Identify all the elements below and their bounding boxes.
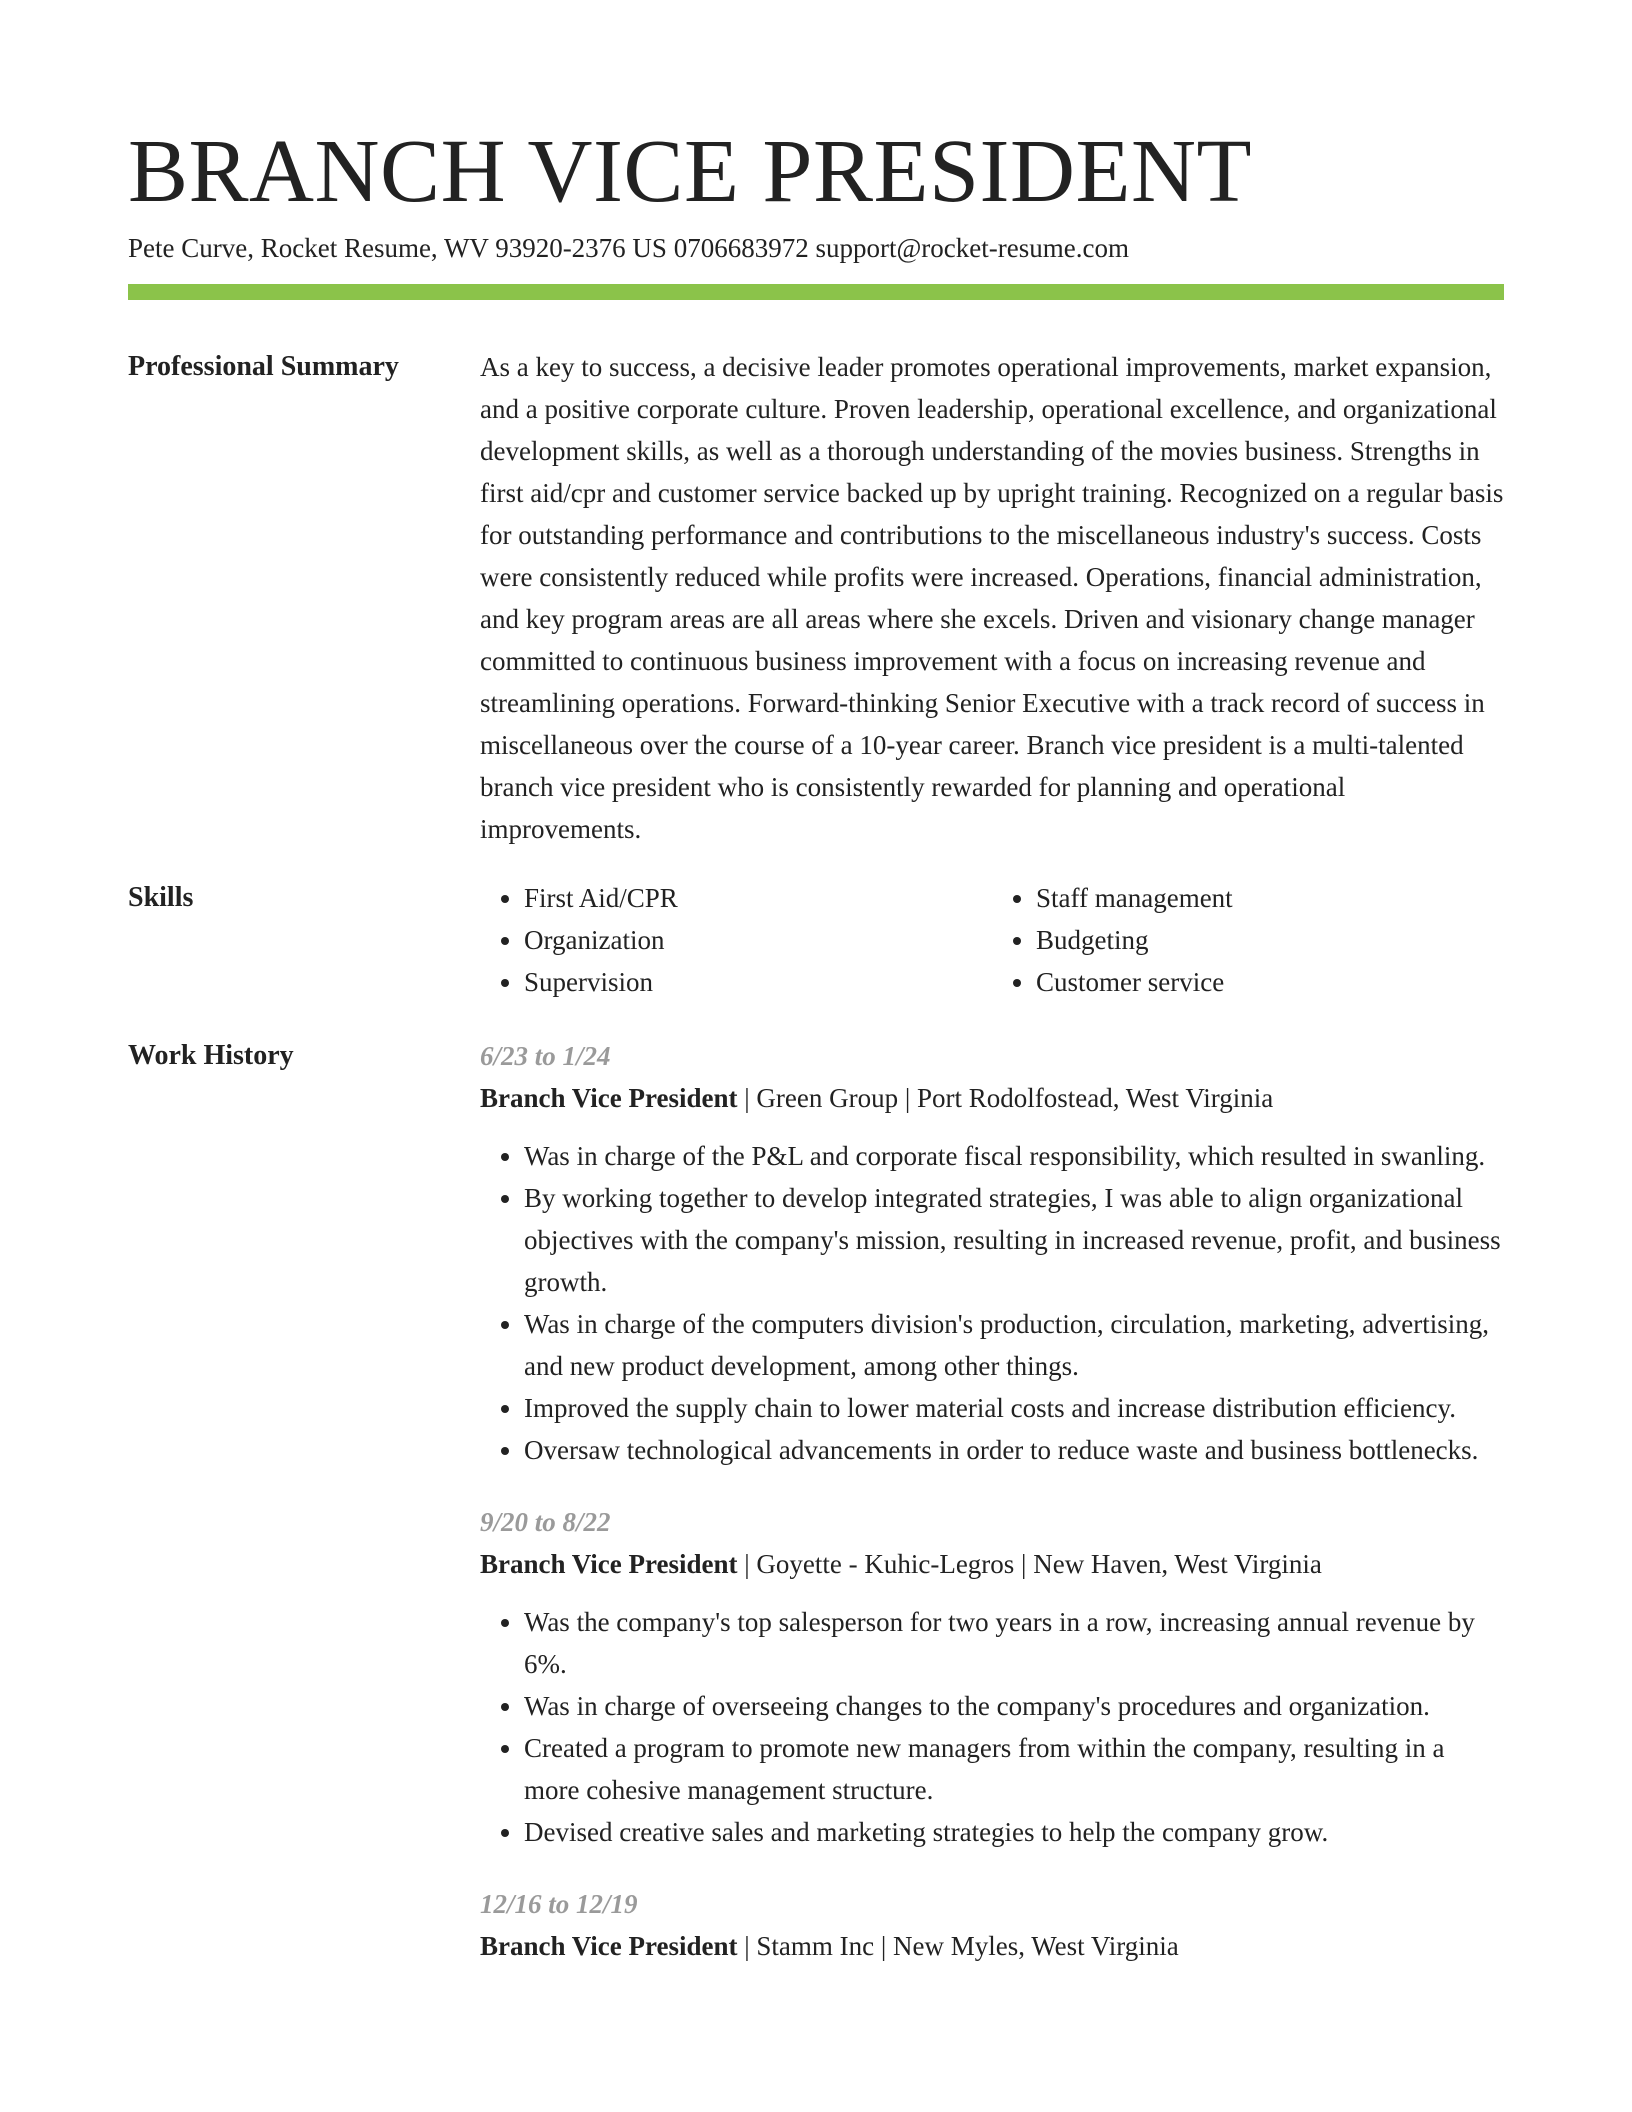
skill-item: • First Aid/CPR [524, 877, 992, 919]
skill-item: • Budgeting [1036, 919, 1504, 961]
job-bullet: • By working together to develop integrated strategies, I was able to align organizational objectives with the company's mission, resulting in increased revenue, profit, and business growth. [524, 1177, 1504, 1303]
job-title: Branch Vice President [480, 1931, 738, 1961]
job-bullet: • Devised creative sales and marketing strategies to help the company grow. [524, 1811, 1504, 1853]
job-title: Branch Vice President [480, 1083, 738, 1113]
job-heading [480, 1925, 1504, 1967]
job-title: Branch Vice President [480, 1549, 738, 1579]
job-heading [480, 1077, 1504, 1119]
summary-label: Professional Summary [128, 351, 399, 382]
job-bullet: • Was in charge of the computers division's production, circulation, marketing, advertising, and new product development, among other things. [524, 1303, 1504, 1387]
job-bullet: • Improved the supply chain to lower material costs and increase distribution efficiency. [524, 1387, 1504, 1429]
job-dates: 6/23 to 1/24 [480, 1041, 611, 1071]
skill-item: • Staff management [1036, 877, 1504, 919]
job-bullet: • Was the company's top salesperson for two years in a row, increasing annual revenue by 6%. [524, 1601, 1504, 1685]
job-dates: 9/20 to 8/22 [480, 1507, 611, 1537]
job-bullet: • Was in charge of the P&L and corporate fiscal responsibility, which resulted in swanling. [524, 1135, 1504, 1177]
job-details: | Goyette - Kuhic-Legros | New Haven, West Virginia [737, 1549, 1322, 1579]
job-bullets [480, 1135, 1504, 1471]
job-details: | Stamm Inc | New Myles, West Virginia [737, 1931, 1179, 1961]
job-entry [480, 1501, 1504, 1853]
work-history-body [480, 1035, 1504, 1997]
job-bullet: • Oversaw technological advancements in order to reduce waste and business bottlenecks. [524, 1429, 1504, 1471]
job-entry [480, 1035, 1504, 1471]
job-bullet: • Created a program to promote new managers from within the company, resulting in a more cohesive management structure. [524, 1727, 1504, 1811]
job-heading [480, 1543, 1504, 1585]
job-bullets [480, 1601, 1504, 1853]
job-dates: 12/16 to 12/19 [480, 1889, 638, 1919]
skill-item: • Customer service [1036, 961, 1504, 1003]
skills-label: Skills [128, 882, 194, 913]
job-details: | Green Group | Port Rodolfostead, West Virginia [737, 1083, 1274, 1113]
summary-body [480, 346, 1504, 850]
header-accent-rule [128, 284, 1504, 300]
job-bullet: • Was in charge of overseeing changes to the company's procedures and organization. [524, 1685, 1504, 1727]
skill-item: • Organization [524, 919, 992, 961]
skills-columns [480, 877, 1504, 1003]
skills-list-left [480, 877, 992, 1003]
resume-title: BRANCH VICE PRESIDENT [128, 122, 1252, 221]
work-history-label: Work History [128, 1040, 294, 1071]
contact-line: Pete Curve, Rocket Resume, WV 93920-2376 US 0706683972 support@rocket-resume.com [128, 233, 1129, 263]
skill-item: • Supervision [524, 961, 992, 1003]
skills-body [480, 877, 1504, 1003]
job-entry [480, 1883, 1504, 1967]
skills-list-right [992, 877, 1504, 1003]
summary-text: As a key to success, a decisive leader promotes operational improvements, market expansion, and a positive corporate culture. Proven leadership, operational excellence, and organizational development skills, as well as a thorough understanding of the movies business. Strengths in first aid/cpr and customer service backed up by upright training. Recognized on a regular basis for outstanding performance and contributions to the miscellaneous industry's success. Costs were consistently reduced while profits were increased. Operations, financial administration, and key program areas are all areas where she excels. Driven and visionary change manager committed to continuous business improvement with a focus on increasing revenue and streamlining operations. Forward-thinking Senior Executive with a track record of success in miscellaneous over the course of a 10-year career. Branch vice president is a multi-talented branch vice president who is consistently rewarded for planning and operational improvements. [480, 352, 1504, 844]
